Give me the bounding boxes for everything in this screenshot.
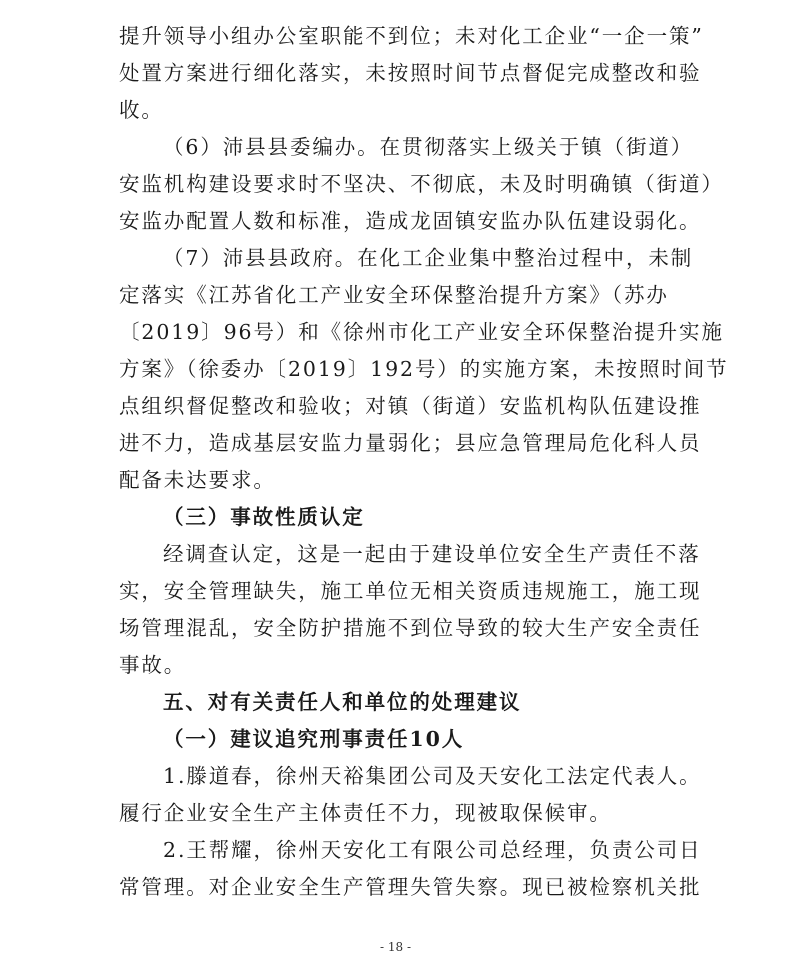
text-line: 1.滕道春，徐州天裕集团公司及天安化工法定代表人。 [163,764,702,788]
paragraph-person-2 [119,832,702,906]
text-line: 点组织督促整改和验收；对镇（街道）安监机构队伍建设推 [119,394,702,418]
text-line: 进不力，造成基层安监力量弱化；县应急管理局危化科人员 [119,431,702,455]
subheading: （一）建议追究刑事责任10人 [163,727,465,751]
text-line: 履行企业安全生产主体责任不力，现被取保候审。 [119,801,612,825]
text-line: 提升领导小组办公室职能不到位；未对化工企业“一企一策” [119,24,704,48]
text-line: 安监办配置人数和标准，造成龙固镇安监办队伍建设弱化。 [119,209,702,233]
text-line: 2.王帮耀，徐州天安化工有限公司总经理，负责公司日 [163,838,702,862]
section-heading-accident-nature [119,499,671,536]
text-line: 实，安全管理缺失，施工单位无相关资质违规施工，施工现 [119,579,702,603]
text-line: 定落实《江苏省化工产业安全环保整治提升方案》（苏办 [119,283,669,307]
text-line: 安监机构建设要求时不坚决、不彻底，未及时明确镇（街道） [119,172,724,196]
text-line: 事故。 [119,653,187,677]
paragraph-accident-conclusion [119,536,702,684]
text-line: 常管理。对企业安全生产管理失管失察。现已被检察机关批 [119,875,702,899]
paragraph-item-7 [119,240,729,499]
text-line: 场管理混乱，安全防护措施不到位导致的较大生产安全责任 [119,616,702,640]
text-line: 〔2019〕96号）和《徐州市化工产业安全环保整治提升实施 [119,320,724,344]
paragraph-item-6 [119,129,724,240]
paragraph-person-1 [119,758,702,832]
subheading: （三）事故性质认定 [163,505,365,529]
heading: 五、对有关责任人和单位的处理建议 [163,690,522,714]
paragraph-continuation [119,18,704,129]
section-heading-criminal-liability [119,721,671,758]
text-line: 方案》（徐委办〔2019〕192号）的实施方案，未按照时间节 [119,357,729,381]
text-line: （7）沛县县政府。在化工企业集中整治过程中，未制 [163,246,694,270]
page-number: - 18 - [379,940,411,954]
section-heading-recommendations [119,684,671,721]
text-line: （6）沛县县委编办。在贯彻落实上级关于镇（街道） [163,135,694,159]
text-line: 处置方案进行细化落实，未按照时间节点督促完成整改和验 [119,61,702,85]
document-body [119,18,729,906]
text-line: 配备未达要求。 [119,468,276,492]
text-line: 收。 [119,98,164,122]
text-line: 经调查认定，这是一起由于建设单位安全生产责任不落 [163,542,701,566]
